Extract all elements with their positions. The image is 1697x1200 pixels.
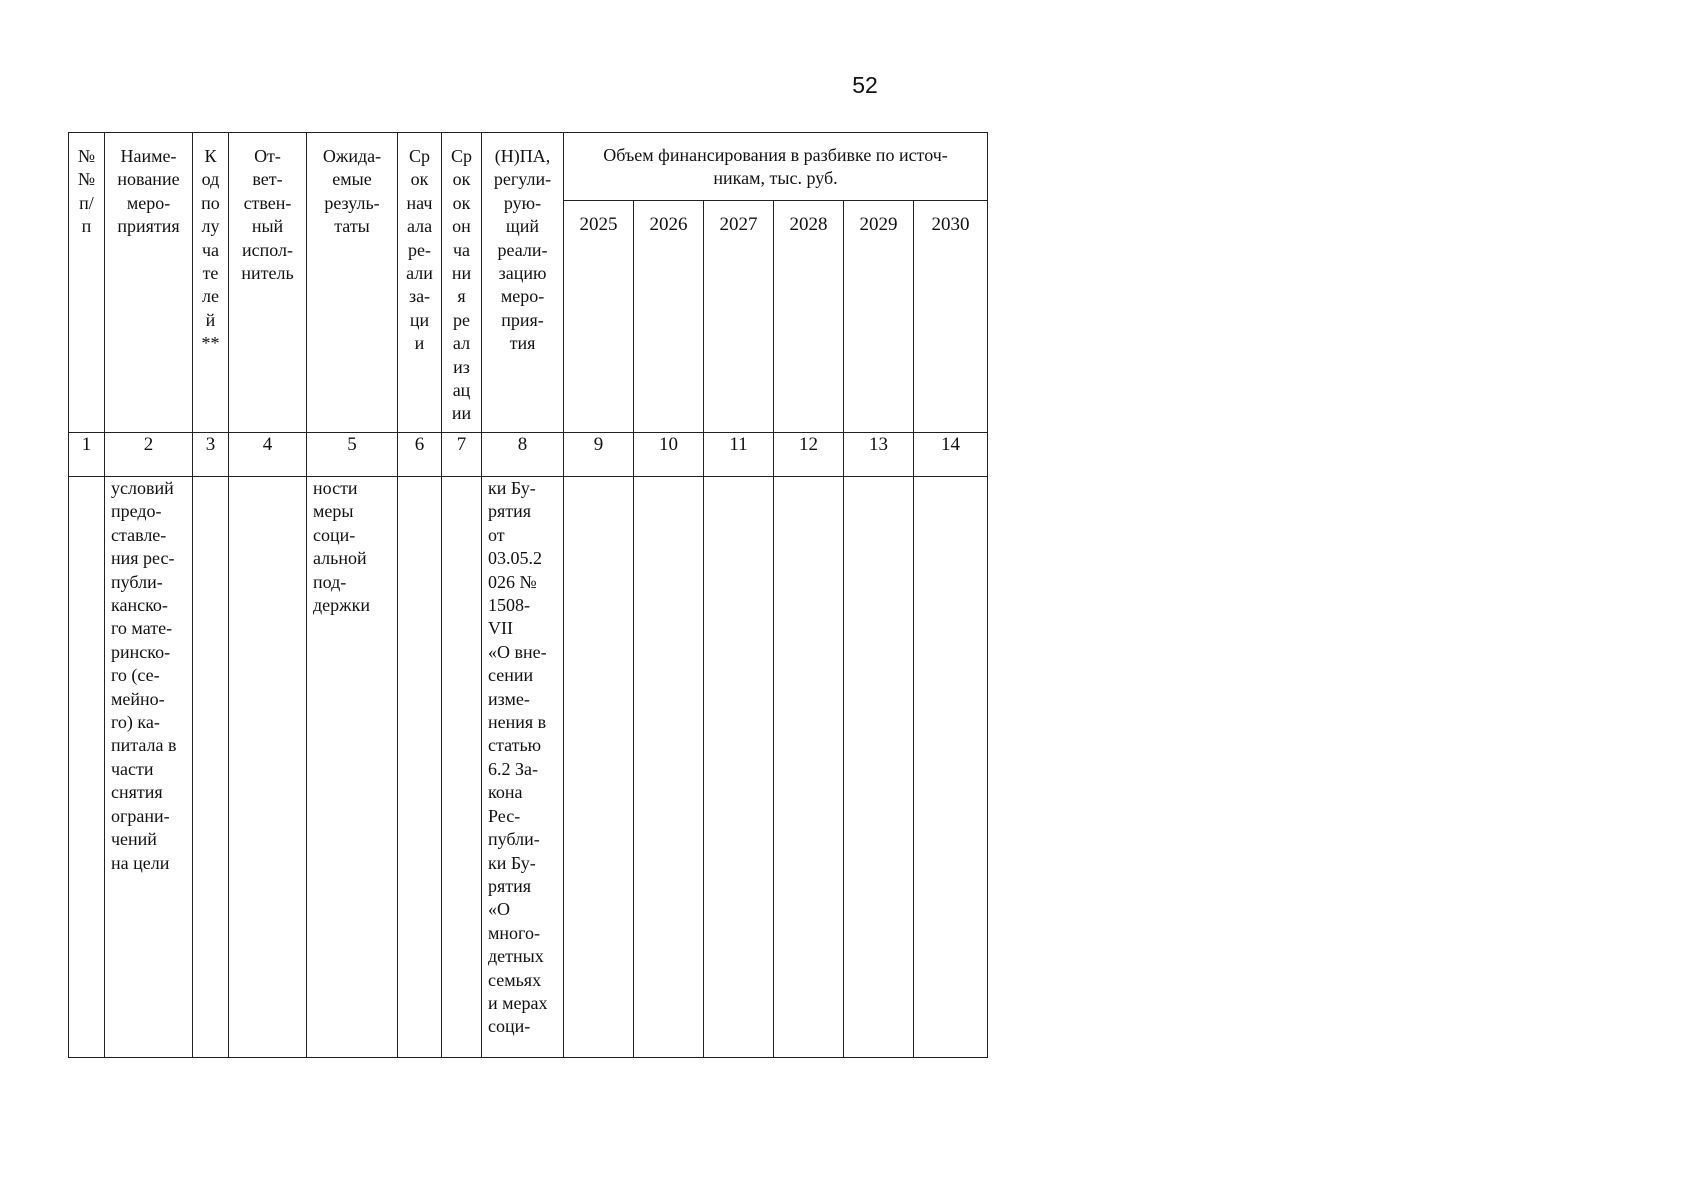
column-number: 9	[564, 433, 634, 477]
column-number: 8	[482, 433, 564, 477]
header-responsible-executor: От- вет- ствен- ный испол- нитель	[229, 133, 307, 433]
page-number: 52	[852, 72, 878, 98]
cell-financing-2029	[844, 477, 914, 1058]
cell-measure-name: условий предо- ставле- ния рес- публи- канско- го мате- ринско- го (се- мейно- го) ка- питала в части снятия ограни- чений на цели	[105, 477, 193, 1058]
column-number: 7	[442, 433, 482, 477]
cell-financing-2030	[914, 477, 988, 1058]
cell-financing-2026	[634, 477, 704, 1058]
cell-number	[69, 477, 105, 1058]
cell-financing-2027	[704, 477, 774, 1058]
column-number: 5	[307, 433, 398, 477]
header-financing: Объем финансирования в разбивке по источ- никам, тыс. руб.	[564, 133, 988, 201]
header-row	[69, 133, 988, 201]
year-cell: 2026	[634, 201, 704, 433]
column-number: 14	[914, 433, 988, 477]
header-start-date: Ср ок нач ала ре- али за- ци и	[398, 133, 442, 433]
column-number: 1	[69, 433, 105, 477]
year-cell: 2028	[774, 201, 844, 433]
cell-expected-results: ности меры соци- альной под- держки	[307, 477, 398, 1058]
column-number: 12	[774, 433, 844, 477]
column-number: 13	[844, 433, 914, 477]
cell-start-date	[398, 477, 442, 1058]
cell-responsible-executor	[229, 477, 307, 1058]
table-row	[69, 477, 988, 1058]
column-number: 6	[398, 433, 442, 477]
cell-regulatory-act: ки Бу- рятия от 03.05.2 026 № 1508- VII «О вне- сении изме- нения в статью 6.2 За- кона Рес- публи- ки Бу- рятия «О много- детных семьях и мерах соци-	[482, 477, 564, 1058]
header-recipient-code: К од по лу ча те ле й **	[193, 133, 229, 433]
cell-recipient-code	[193, 477, 229, 1058]
year-cell: 2025	[564, 201, 634, 433]
measures-table	[68, 132, 988, 1058]
year-cell: 2029	[844, 201, 914, 433]
header-expected-results: Ожида- емые резуль- таты	[307, 133, 398, 433]
column-number: 11	[704, 433, 774, 477]
year-cell: 2027	[704, 201, 774, 433]
cell-end-date	[442, 477, 482, 1058]
year-cell: 2030	[914, 201, 988, 433]
header-end-date: Ср ок ок он ча ни я ре ал из ац ии	[442, 133, 482, 433]
column-number: 2	[105, 433, 193, 477]
header-number: № № п/ п	[69, 133, 105, 433]
column-number: 10	[634, 433, 704, 477]
cell-financing-2025	[564, 477, 634, 1058]
column-number: 3	[193, 433, 229, 477]
header-regulatory-act: (Н)ПА, регули- рую- щий реали- зацию меро- прия- тия	[482, 133, 564, 433]
column-number: 4	[229, 433, 307, 477]
cell-financing-2028	[774, 477, 844, 1058]
column-number-row	[69, 433, 988, 477]
header-measure-name: Наиме- нование меро- приятия	[105, 133, 193, 433]
